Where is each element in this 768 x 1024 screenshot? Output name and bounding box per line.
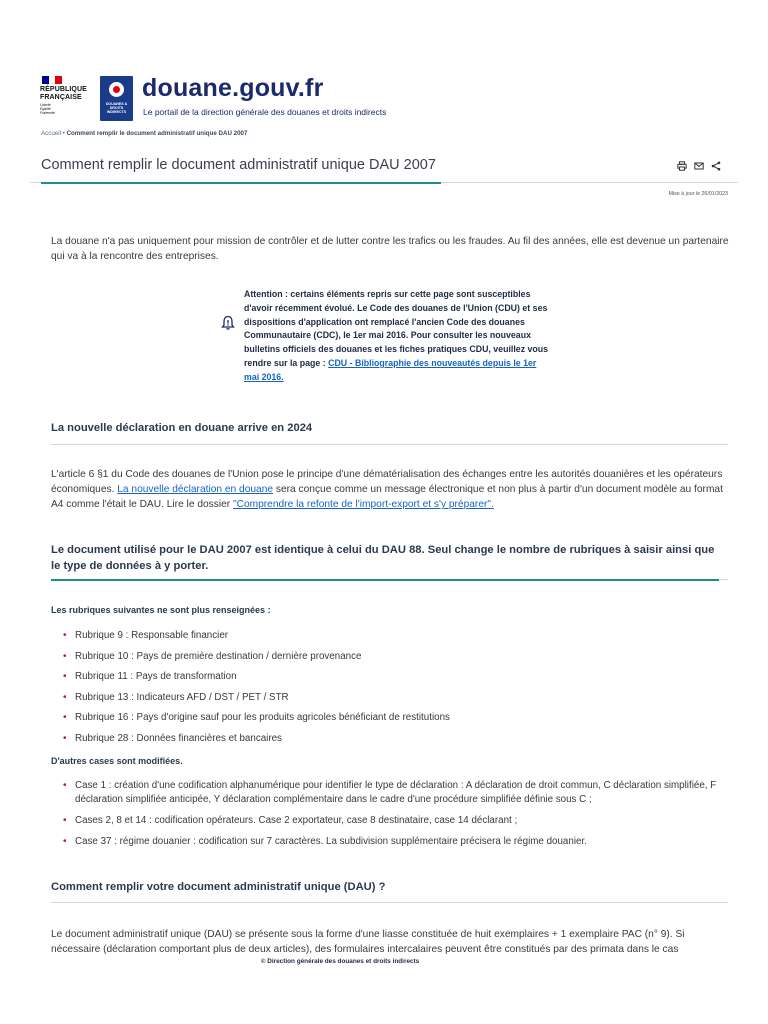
modified-cases-label: D'autres cases sont modifiées. <box>51 756 183 766</box>
list-item: • Rubrique 10 : Pays de première destination / dernière provenance <box>63 650 728 664</box>
list-item: • Cases 2, 8 et 14 : codification opérateurs. Case 2 exportateur, case 8 destinataire, case 14 déclarant ; <box>63 814 728 828</box>
republique-francaise-logo[interactable] <box>40 76 94 122</box>
section3-paragraph: Le document administratif unique (DAU) se présente sous la forme d'une liasse constituée de huit exemplaires + 1 exemplaire PAC (n° 9). Si nécessaire (déclaration comportant plus de deux articles), des formulaires intercalaires peuvent être constitués par des primata dans le cas <box>51 929 685 955</box>
douanes-logo[interactable] <box>100 76 133 121</box>
motto-liberte: Liberté <box>40 103 51 107</box>
section-heading-new-declaration: La nouvelle déclaration en douane arrive en 2024 <box>51 422 313 434</box>
breadcrumb-separator: • <box>60 130 67 137</box>
section1-text-middle: sera conçue comme un message électronique et non plus à partir d'un document modèle au format A4 comme l'était le DAU. Lire le dossier <box>51 484 723 510</box>
site-title[interactable]: douane.gouv.fr <box>142 74 324 102</box>
site-header <box>40 74 740 124</box>
refonte-dossier-link[interactable]: "Comprendre la refonte de l'import-export et s'y préparer". <box>233 499 494 510</box>
mail-icon[interactable] <box>693 160 705 172</box>
section-divider <box>51 444 728 445</box>
section-heading-fill-dau: Comment remplir votre document administratif unique (DAU) ? <box>51 881 386 893</box>
list-item: • Rubrique 28 : Données financières et bancaires <box>63 732 728 746</box>
motto-egalite: Égalité <box>40 107 51 111</box>
share-icon[interactable] <box>710 160 722 172</box>
update-date: Mise à jour le 26/01/2023 <box>668 191 728 197</box>
section-divider <box>51 902 728 903</box>
breadcrumb-current: Comment remplir le document administratif unique DAU 2007 <box>66 130 248 137</box>
list-item: • Rubrique 16 : Pays d'origine sauf pour les produits agricoles bénéficiant de restitutions <box>63 711 728 725</box>
republique-line-1: RÉPUBLIQUE <box>40 86 87 93</box>
print-icon[interactable] <box>676 160 688 172</box>
breadcrumb <box>41 130 247 137</box>
warning-body: Attention : certains éléments repris sur cette page sont susceptibles d'avoir récemment évolué. Le Code des douanes de l'Union (CDU) et ses dispositions d'application ont remplacé l'ancien Code des douanes Communautaire (CDC), le 1er mai 2016. Pour consulter les nouveaux bulletins officiels des douanes et les fiches pratiques CDU, veuillez vous rendre sur la page : <box>244 289 549 368</box>
list-item: • Rubrique 13 : Indicateurs AFD / DST / PET / STR <box>63 691 728 705</box>
new-declaration-link[interactable]: La nouvelle déclaration en douane <box>117 484 274 495</box>
removed-rubriques-list <box>63 629 728 745</box>
section-accent-bar <box>51 579 719 581</box>
site-subtitle: Le portail de la direction générale des douanes et droits indirects <box>143 107 387 117</box>
modified-cases-list <box>63 779 728 848</box>
list-item: • Case 37 : régime douanier : codification sur 7 caractères. La subdivision supplémentaire précisera le régime douanier. <box>63 835 728 849</box>
removed-rubriques-label: Les rubriques suivantes ne sont plus renseignées : <box>51 605 271 615</box>
section1-text-before: L'article 6 §1 du Code des douanes de l'Union pose le principe d'une dématérialisation des échanges entre les autorités douanières et les opérateurs économiques. <box>51 469 723 495</box>
section-heading-dau-2007: Le document utilisé pour le DAU 2007 est identique à celui du DAU 88. Seul change le nombre de rubriques à saisir ainsi que le type de données à y porter. <box>51 544 715 572</box>
republique-line-2: FRANÇAISE <box>40 93 82 101</box>
list-item: • Case 1 : création d'une codification alphanumérique pour identifier le type de déclaration : A déclaration de droit commun, C déclaration simplifiée, F déclaration simplifiée anticipée, Y déclaration complémentaire dans le cadre d'une procédure simplifiée définie sous C ; <box>63 779 728 806</box>
page-tools <box>676 160 722 172</box>
section1-paragraph <box>51 467 731 512</box>
bell-warning-icon <box>221 315 235 331</box>
footer-copyright: © Direction générale des douanes et droits indirects <box>260 958 420 965</box>
page-title: Comment remplir le document administratif unique DAU 2007 <box>41 157 436 173</box>
cdu-bibliography-link[interactable]: CDU - Bibliographie des nouveautés depuis le 1er mai 2016. <box>244 357 537 382</box>
flag-icon <box>42 76 62 84</box>
list-item: • Rubrique 9 : Responsable financier <box>63 629 728 643</box>
warning-text <box>244 288 549 385</box>
list-item: • Rubrique 11 : Pays de transformation <box>63 670 728 684</box>
breadcrumb-home[interactable]: Accueil <box>41 130 61 137</box>
douanes-logo-text: DOUANES & DROITS INDIRECTS <box>105 102 128 114</box>
title-accent-bar <box>41 182 441 184</box>
douanes-emblem-icon <box>109 82 124 97</box>
motto-fraternite: Fraternité <box>40 111 55 115</box>
intro-paragraph: La douane n'a pas uniquement pour mission de contrôler et de lutter contre les trafics ou les fraudes. Au fil des années, elle est devenue un partenaire qui va à la rencontre des entreprises. <box>51 236 729 262</box>
